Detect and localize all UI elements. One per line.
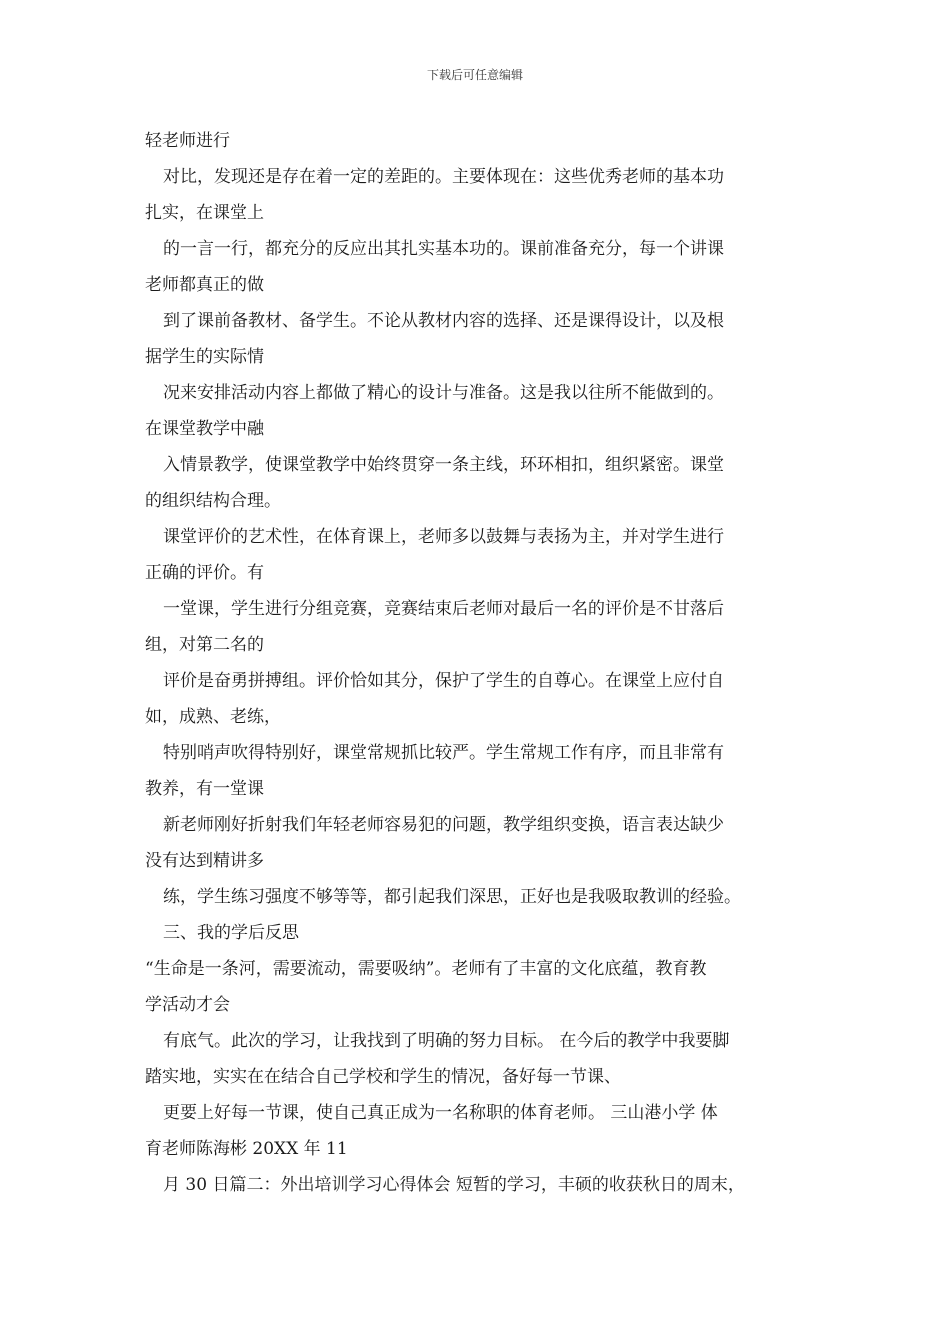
text-line: 据学生的实际情 [145,347,264,367]
text-line: 学活动才会 [145,995,230,1015]
text-line: 更要上好每一节课，使自己真正成为一名称职的体育老师。 三山港小学 体 [163,1103,718,1123]
text-line: 没有达到精讲多 [145,851,264,871]
text-line: 评价是奋勇拼搏组。评价恰如其分，保护了学生的自尊心。在课堂上应付自 [163,671,724,691]
text-line: 的组织结构合理。 [145,491,281,511]
text-line: 正确的评价。有 [145,563,264,583]
page-header: 下载后可任意编辑 [426,68,523,82]
text-line: 况来安排活动内容上都做了精心的设计与准备。这是我以往所不能做到的。 [163,383,724,403]
text-line: 到了课前备教材、备学生。不论从教材内容的选择、还是课得设计，以及根 [163,311,724,331]
text-line: 对比，发现还是存在着一定的差距的。主要体现在：这些优秀老师的基本功 [163,167,724,187]
text-line: 踏实地，实实在在结合自己学校和学生的情况，备好每一节课、 [145,1067,621,1087]
text-line: 组，对第二名的 [145,635,264,655]
text-line: 三、我的学后反思 [163,923,299,943]
text-line: 如，成熟、老练， [145,707,281,727]
text-line: 育老师陈海彬 20XX 年 11 [145,1139,348,1159]
text-line: 特别哨声吹得特别好，课堂常规抓比较严。学生常规工作有序，而且非常有 [163,743,724,763]
text-line: 课堂评价的艺术性，在体育课上，老师多以鼓舞与表扬为主，并对学生进行 [163,527,724,547]
document-body [145,123,825,1203]
text-line: 轻老师进行 [145,131,230,151]
text-line: 一堂课，学生进行分组竞赛，竞赛结束后老师对最后一名的评价是不甘落后 [163,599,724,619]
text-line: “生命是一条河，需要流动，需要吸纳”。老师有了丰富的文化底蕴，教育教 [145,959,707,979]
text-line: 教养，有一堂课 [145,779,264,799]
text-line: 老师都真正的做 [145,275,264,295]
text-line: 在课堂教学中融 [145,419,264,439]
text-line: 月 30 日篇二：外出培训学习心得体会 短暂的学习，丰硕的收获秋日的周末， [163,1175,745,1195]
text-line: 新老师刚好折射我们年轻老师容易犯的问题，教学组织变换，语言表达缺少 [163,815,724,835]
text-line: 扎实，在课堂上 [145,203,264,223]
text-line: 的一言一行，都充分的反应出其扎实基本功的。课前准备充分，每一个讲课 [163,239,724,259]
text-line: 练，学生练习强度不够等等，都引起我们深思，正好也是我吸取教训的经验。 [163,887,741,907]
text-line: 入情景教学，使课堂教学中始终贯穿一条主线，环环相扣，组织紧密。课堂 [163,455,724,475]
text-line: 有底气。此次的学习，让我找到了明确的努力目标。 在今后的教学中我要脚 [163,1031,730,1051]
